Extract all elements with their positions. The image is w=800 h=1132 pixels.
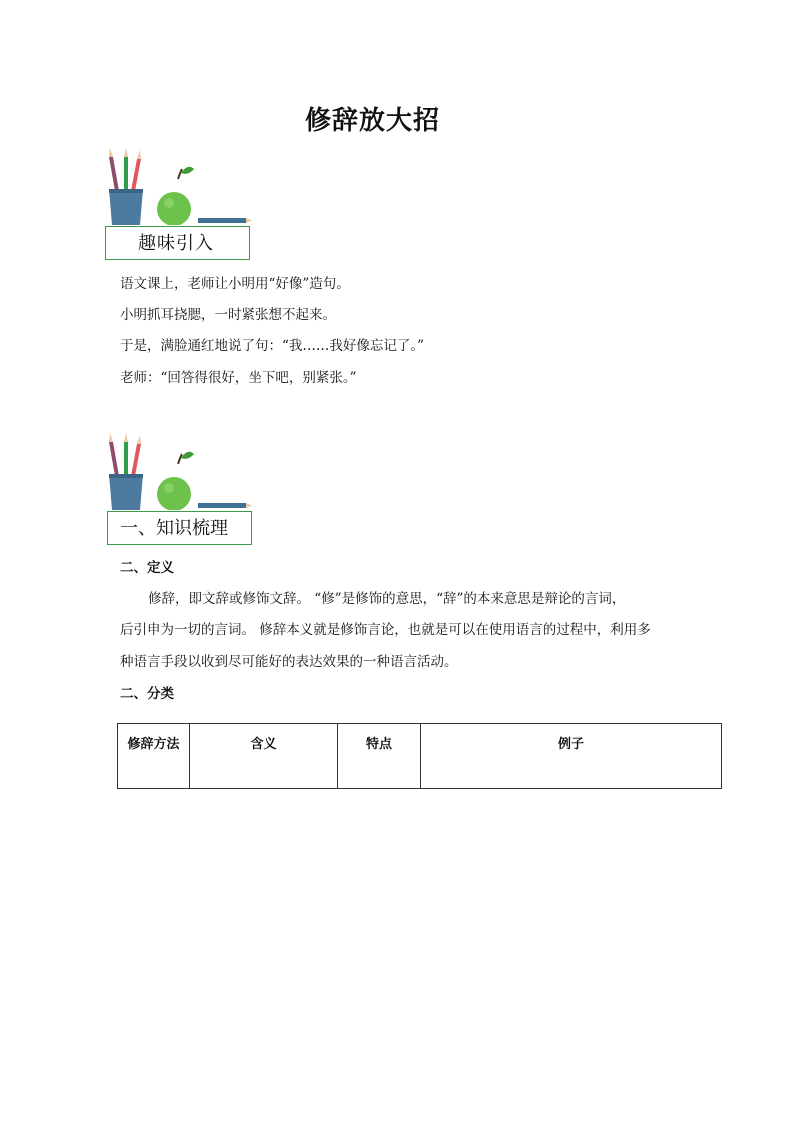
apple-icon [157,452,194,510]
story-line-2: 小明抓耳挠腮，一时紧张想不起来。 [120,307,336,323]
document-title: 修辞放大招 [304,106,440,136]
table-header-method: 修辞方法 [118,724,190,789]
table-header-meaning: 含义 [190,724,338,789]
classification-table [117,723,722,789]
pencil-icon [198,218,252,223]
story-line-1: 语文课上，老师让小明用“好像”造句。 [120,276,350,292]
table-header-feature: 特点 [338,724,421,789]
pencil-cup-icon [109,148,143,225]
definition-line-1: 修辞，即文辞或修饰文辞。 “修”是修饰的意思，“辞”的本来意思是辩论的言词， [148,591,626,607]
pencil-cup-icon [109,433,143,510]
definition-heading: 二、定义 [120,560,174,576]
stationery-illustration [100,145,260,225]
pencil-icon [198,503,252,508]
story-line-4: 老师：“回答得很好，坐下吧，别紧张。” [120,370,357,386]
section-label-knowledge: 一、知识梳理 [107,511,252,545]
classification-heading: 二、分类 [120,686,174,702]
definition-line-2: 后引申为一切的言词。 修辞本义就是修饰言论，也就是可以在使用语言的过程中，利用多 [120,622,651,638]
table-row [118,724,722,789]
stationery-illustration [100,430,260,510]
definition-line-3: 种语言手段以收到尽可能好的表达效果的一种语言活动。 [120,654,458,670]
apple-icon [157,167,194,225]
story-line-3: 于是，满脸通红地说了句：“我……我好像忘记了。” [120,338,425,354]
section-label-fun-intro: 趣味引入 [105,226,250,260]
table-header-example: 例子 [421,724,722,789]
